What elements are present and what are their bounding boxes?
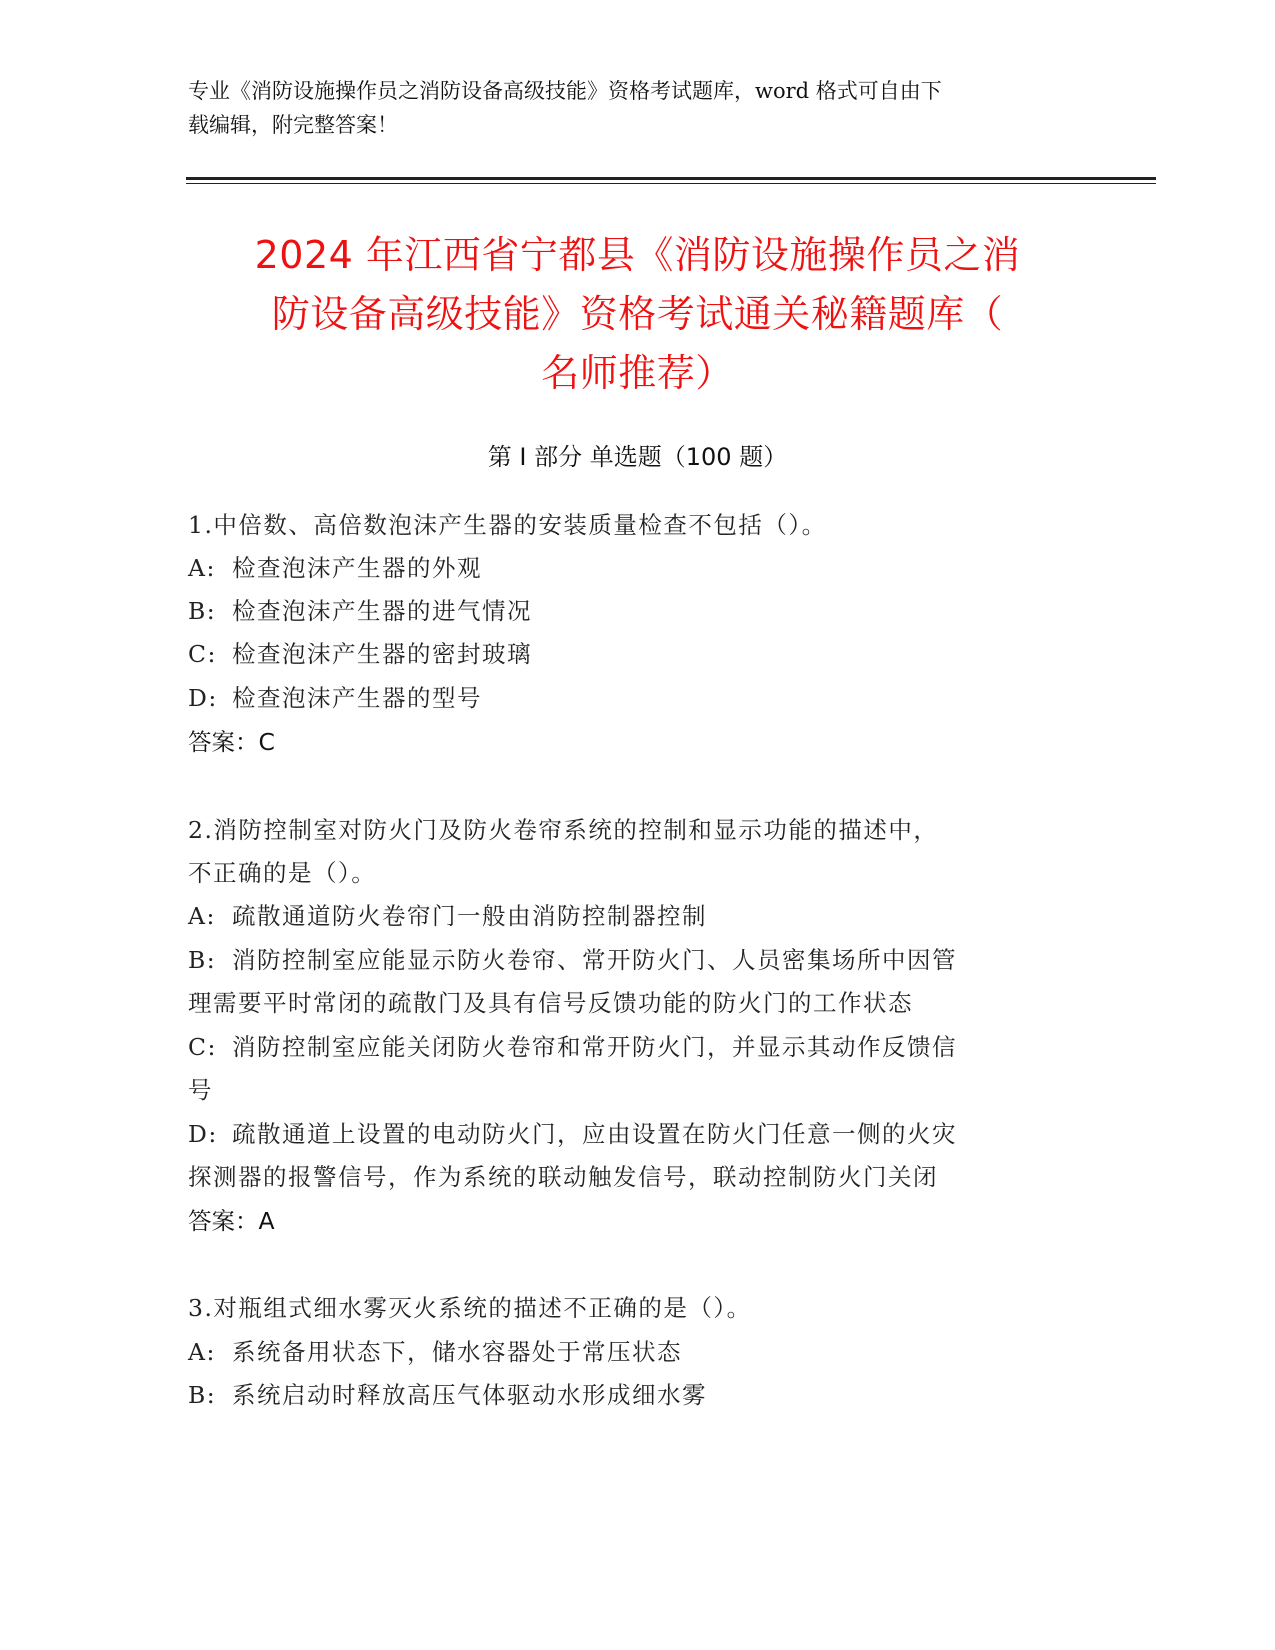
option-text: 系统启动时释放高压气体驱动水形成细水雾: [232, 1381, 707, 1409]
question-1-option-b: [188, 594, 1078, 628]
option-text: 消防控制室应能显示防火卷帘、常开防火门、人员密集场所中因管: [232, 946, 957, 974]
question-1-option-a: [188, 551, 1078, 585]
option-text: 消防控制室应能关闭防火卷帘和常开防火门，并显示其动作反馈信: [232, 1033, 957, 1061]
option-text: 检查泡沫产生器的密封玻璃: [232, 640, 532, 668]
option-label: A:: [188, 1338, 216, 1366]
question-2-option-b: [188, 943, 1078, 977]
question-2-stem-line: 不正确的是（）。: [188, 859, 377, 887]
question-3-option-a: [188, 1335, 1078, 1369]
header-note-line: 载编辑，附完整答案！: [188, 113, 398, 137]
question-2-option-c-cont: 号: [188, 1076, 213, 1104]
option-text: 检查泡沫产生器的型号: [232, 684, 482, 712]
option-label: A:: [188, 554, 216, 582]
option-label: B:: [188, 946, 217, 974]
question-2-option-a: [188, 899, 1078, 933]
option-label: C:: [188, 1033, 217, 1061]
question-2-option-d-cont: 探测器的报警信号，作为系统的联动触发信号，联动控制防火门关闭: [188, 1163, 938, 1191]
header-divider-thin: [186, 183, 1156, 184]
title-line: 2024 年江西省宁都县《消防设施操作员之消: [254, 233, 1021, 277]
option-text: 系统备用状态下，储水容器处于常压状态: [232, 1338, 682, 1366]
question-3-stem: 3.对瓶组式细水雾灭火系统的描述不正确的是（）。: [188, 1294, 752, 1322]
document-title: [180, 226, 1095, 403]
option-label: A:: [188, 902, 216, 930]
question-2-option-b-cont: 理需要平时常闭的疏散门及具有信号反馈功能的防火门的工作状态: [188, 989, 913, 1017]
title-line: 名师推荐）: [541, 351, 734, 395]
option-text: 疏散通道防火卷帘门一般由消防控制器控制: [232, 902, 707, 930]
title-line: 防设备高级技能》资格考试通关秘籍题库（: [271, 292, 1004, 336]
question-2-stem-line: 2.消防控制室对防火门及防火卷帘系统的控制和显示功能的描述中，: [188, 816, 939, 844]
header-note-line: 专业《消防设施操作员之消防设备高级技能》资格考试题库，word 格式可自由下: [188, 79, 942, 103]
section-heading: 第 I 部分 单选题（100 题）: [487, 443, 788, 471]
question-1-stem: 1.中倍数、高倍数泡沫产生器的安装质量检查不包括（）。: [188, 511, 827, 539]
option-label: D:: [188, 1120, 218, 1148]
option-label: C:: [188, 640, 217, 668]
option-text: 检查泡沫产生器的进气情况: [232, 597, 532, 625]
question-2-option-c: [188, 1030, 1078, 1064]
question-1-answer: 答案：C: [188, 728, 275, 756]
header-note: [188, 74, 1068, 142]
option-label: D:: [188, 684, 218, 712]
option-label: B:: [188, 1381, 217, 1409]
question-3-option-b: [188, 1378, 1078, 1412]
question-2-answer: 答案：A: [188, 1207, 275, 1235]
question-1-option-c: [188, 637, 1078, 671]
header-divider-thick: [186, 177, 1156, 180]
option-text: 疏散通道上设置的电动防火门，应由设置在防火门任意一侧的火灾: [232, 1120, 957, 1148]
option-text: 检查泡沫产生器的外观: [232, 554, 482, 582]
option-label: B:: [188, 597, 217, 625]
question-2-option-d: [188, 1117, 1078, 1151]
question-1-option-d: [188, 681, 1078, 715]
